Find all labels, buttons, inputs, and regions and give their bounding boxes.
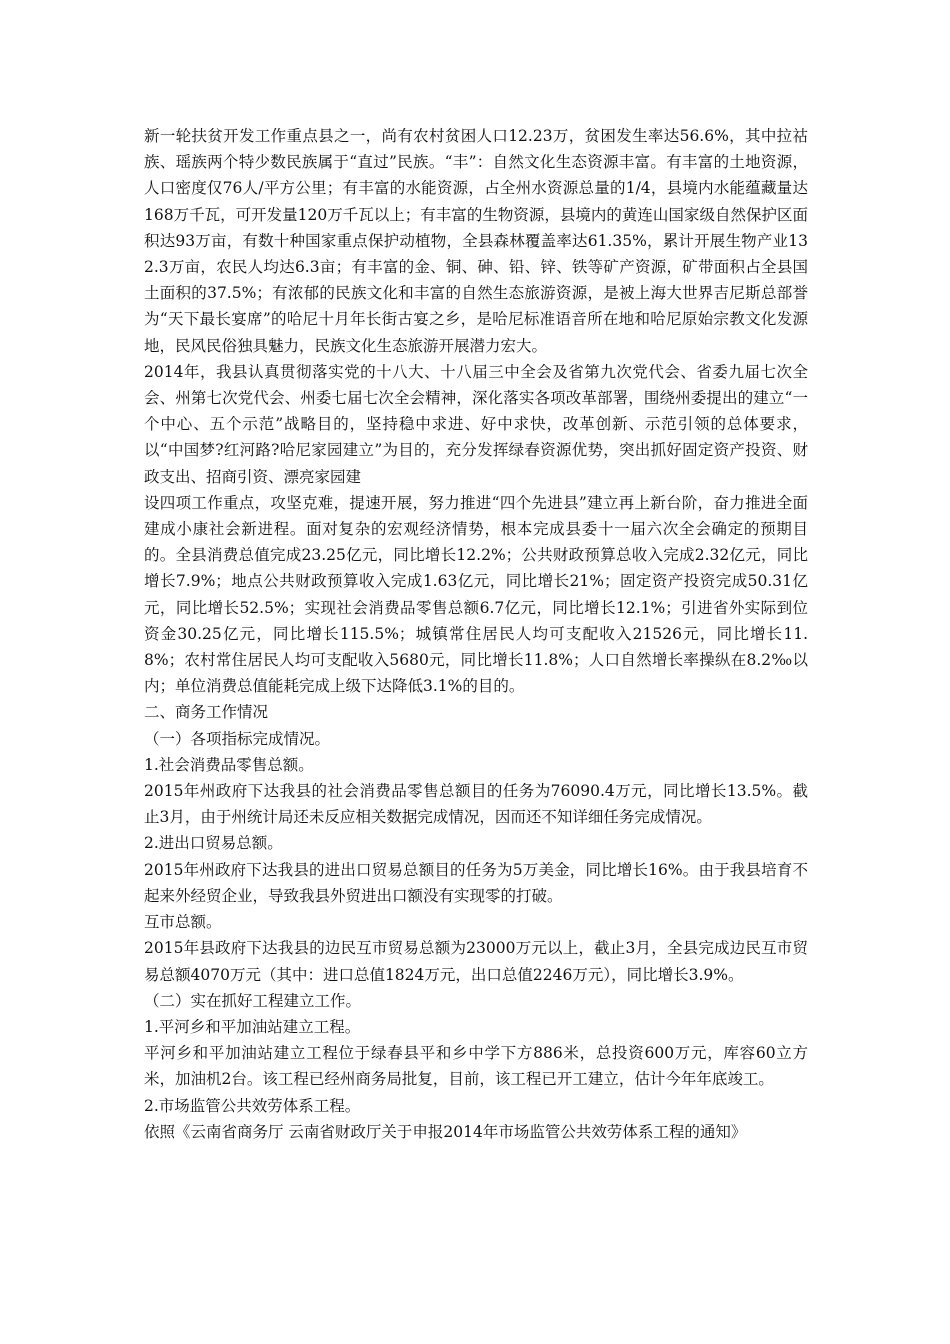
section-heading: 二、商务工作情况 (144, 703, 269, 722)
item-heading: 2.进出口贸易总额。 (144, 834, 283, 853)
paragraph: 平河乡和平加油站建立工程位于绿春县平和乡中学下方886米，总投资600万元，库容60立方米，加油机2台。该工程已经州商务局批复，目前，该工程已开工建立，估计今年年底竣工。 (144, 1044, 808, 1089)
subsection-heading: （二）实在抓好工程建立工作。 (144, 991, 362, 1010)
subsection-heading: （一）各项指标完成情况。 (144, 729, 331, 748)
paragraph: 2014年，我县认真贯彻落实党的十八大、十八届三中全会及省第九次党代会、省委九届七次全会、州第七次党代会、州委七届七次全会精神，深化落实各项改革部署，围绕州委提出的建立“一个中心、五个示范”战略目的，坚持稳中求进、好中求快，改革创新、示范引领的总体要求，以“中国梦?红河路?哈尼家园建立”为目的，充分发挥绿春资源优势，突出抓好固定资产投资、财政支出、招商引资、漂亮家园建 (144, 362, 808, 486)
item-heading: 1.平河乡和平加油站建立工程。 (144, 1017, 361, 1036)
item-heading: 互市总额。 (144, 913, 222, 932)
paragraph: 依照《云南省商务厅 云南省财政厅关于申报2014年市场监管公共效劳体系工程的通知》 (144, 1122, 747, 1141)
paragraph: 2015年州政府下达我县的进出口贸易总额目的任务为5万美金，同比增长16%。由于我县培育不起来外经贸企业，导致我县外贸进出口额没有实现零的打破。 (144, 860, 808, 905)
document-body (144, 123, 808, 1145)
paragraph: 新一轮扶贫开发工作重点县之一，尚有农村贫困人口12.23万，贫困发生率达56.6%，其中拉祜族、瑶族两个特少数民族属于“直过”民族。“丰”：自然文化生态资源丰富。有丰富的土地资源，人口密度仅76人/平方公里；有丰富的水能资源，占全州水资源总量的1/4，县境内水能蕴藏量达168万千瓦，可开发量120万千瓦以上；有丰富的生物资源，县境内的黄连山国家级自然保护区面积达93万亩，有数十种国家重点保护动植物，全县森林覆盖率达61.35%，累计开展生物产业132.3万亩，农民人均达6.3亩；有丰富的金、铜、砷、铅、锌、铁等矿产资源，矿带面积占全县国土面积的37.5%；有浓郁的民族文化和丰富的自然生态旅游资源，是被上海大世界吉尼斯总部誉为“天下最长宴席”的哈尼十月年长街古宴之乡，是哈尼标准语音所在地和哈尼原始宗教文化发源地，民风民俗独具魅力，民族文化生态旅游开展潜力宏大。 (144, 127, 808, 355)
paragraph: 2015年州政府下达我县的社会消费品零售总额目的任务为76090.4万元，同比增长13.5%。截止3月，由于州统计局还未反应相关数据完成情况，因而还不知详细任务完成情况。 (144, 782, 808, 827)
paragraph: 设四项工作重点，攻坚克难，提速开展，努力推进“四个先进县”建立再上新台阶，奋力推进全面建成小康社会新进程。面对复杂的宏观经济情势，根本完成县委十一届六次全会确定的预期目的。全县消费总值完成23.25亿元，同比增长12.2%；公共财政预算总收入完成2.32亿元，同比增长7.9%；地点公共财政预算收入完成1.63亿元，同比增长21%；固定资产投资完成50.31亿元，同比增长52.5%；实现社会消费品零售总额6.7亿元，同比增长12.1%；引进省外实际到位资金30.25亿元，同比增长115.5%；城镇常住居民人均可支配收入21526元，同比增长11.8%；农村常住居民人均可支配收入5680元，同比增长11.8%；人口自然增长率操纵在8.2‰以内；单位消费总值能耗完成上级下达降低3.1%的目的。 (144, 493, 808, 696)
item-heading: 2.市场监管公共效劳体系工程。 (144, 1096, 361, 1115)
item-heading: 1.社会消费品零售总额。 (144, 755, 314, 774)
paragraph: 2015年县政府下达我县的边民互市贸易总额为23000万元以上，截止3月，全县完成边民互市贸易总额4070万元（其中：进口总值1824万元，出口总值2246万元），同比增长3.9%。 (144, 939, 808, 984)
